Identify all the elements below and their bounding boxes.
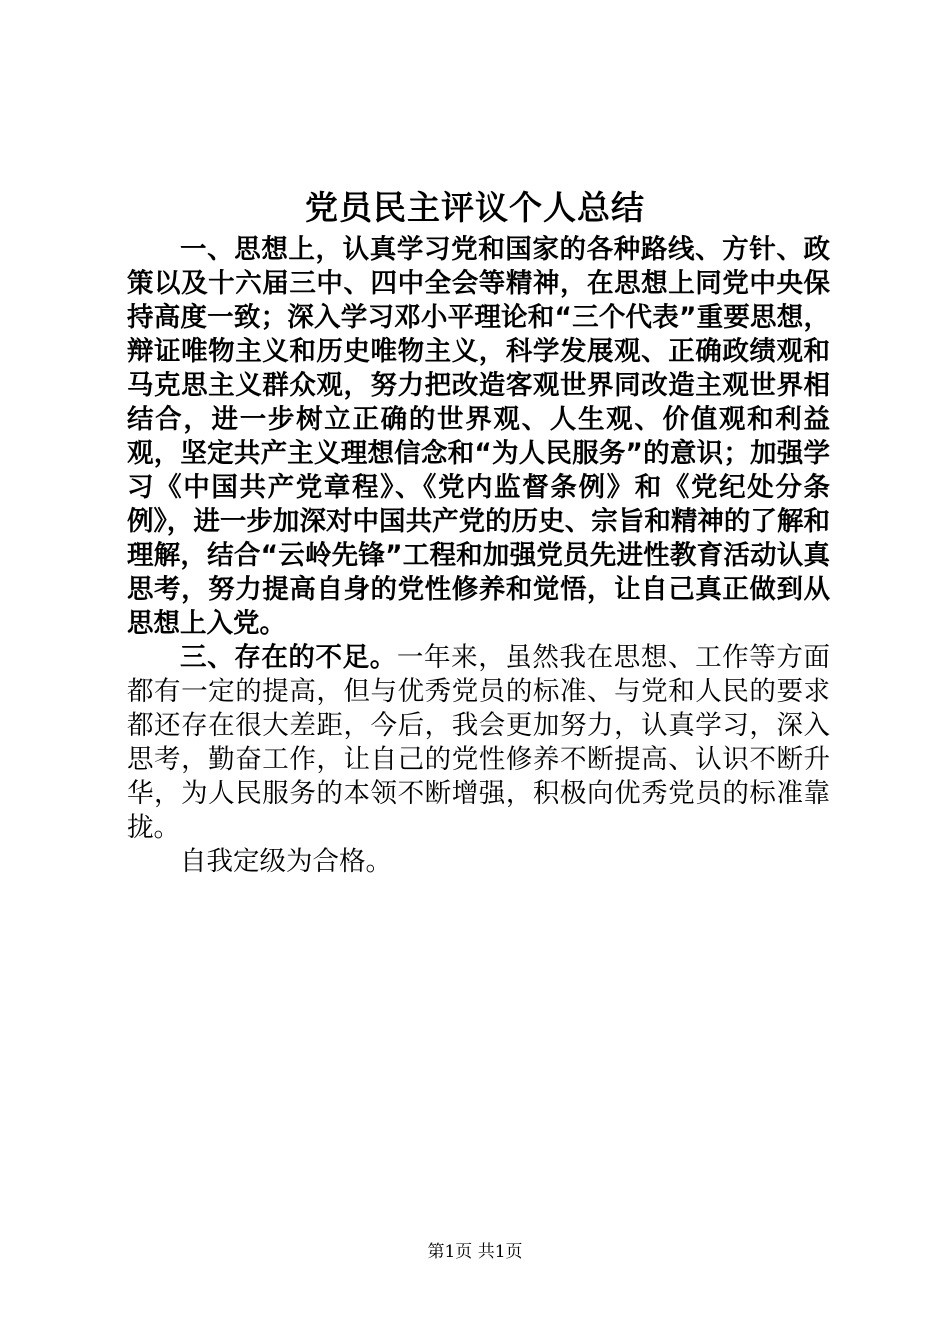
paragraph-shortcomings-heading: 三、存在的不足。 [180, 642, 397, 673]
paragraph-self-grade: 自我定级为合格。 [180, 846, 392, 877]
page-footer: 第1页 共1页 [427, 1242, 523, 1262]
paragraph-thought: 一、思想上，认真学习党和国家的各种路线、方针、政策以及十六届三中、四中全会等精神，在思想上同党中央保持高度一致；深入学习邓小平理论和“三个代表”重要思想，辩证唯物主义和历史唯物主义，科学发展观、正确政绩观和马克思主义群众观，努力把改造客观世界同改造主观世界相结合，进一步树立正确的世界观、人生观、价值观和利益观，坚定共产主义理想信念和“为人民服务”的意识；加强学习《中国共产党章程》、《党内监督条例》和《党纪处分条例》，进一步加深对中国共产党的历史、宗旨和精神的了解和理解，结合“云岭先锋”工程和加强党员先进性教育活动认真思考，努力提高自身的党性修养和觉悟，让自己真正做到从思想上入党。 [127, 234, 830, 639]
paragraph-shortcomings-text: 一年来，虽然我在思想、工作等方面都有一定的提高，但与优秀党员的标准、与党和人民的要求都还存在很大差距，今后，我会更加努力，认真学习，深入思考，勤奋工作，让自己的党性修养不断提高、认识不断升华，为人民服务的本领不断增强，积极向优秀党员的标准靠拢。 [127, 642, 831, 843]
document-body [127, 233, 830, 879]
paragraph-shortcomings [127, 641, 830, 845]
document-title: 党员民主评议个人总结 [305, 188, 645, 227]
